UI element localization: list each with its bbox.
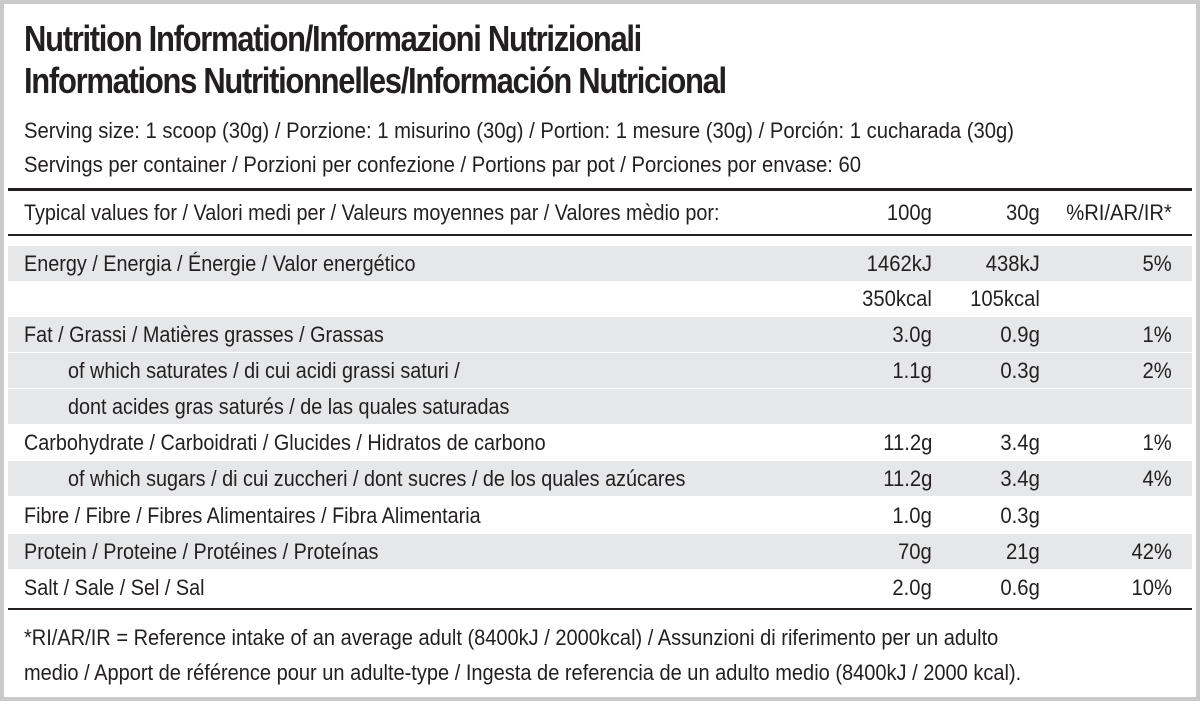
table-row-energy-kcal: [8, 281, 1192, 316]
title-line-2: Informations Nutritionnelles/Información Nutricional: [24, 60, 726, 101]
value-30g: 0.9g: [1000, 322, 1040, 347]
value-100g: 1462kJ: [866, 251, 932, 276]
table-row-fat: [8, 317, 1192, 352]
value-100g: 2.0g: [892, 575, 932, 600]
serving-size: Serving size: 1 scoop (30g) / Porzione: 1 misurino (30g) / Portion: 1 mesure (30g) / Porción: 1 cucharada (30g): [24, 118, 1014, 143]
table-header-rule: [8, 234, 1192, 236]
table-row-protein: [8, 534, 1192, 569]
row-label: Fibre / Fibre / Fibres Alimentaires / Fibra Alimentaria: [24, 503, 481, 528]
header-ri: %RI/AR/IR*: [1066, 200, 1172, 225]
table-row-saturates: [8, 353, 1192, 388]
value-ri: 2%: [1142, 358, 1172, 383]
value-100g: 70g: [898, 539, 932, 564]
value-ri: 1%: [1142, 430, 1172, 455]
value-30g: 3.4g: [1000, 466, 1040, 491]
header-30g: 30g: [1006, 200, 1040, 225]
value-ri: 42%: [1131, 539, 1172, 564]
table-bottom-rule: [8, 608, 1192, 610]
table-row-fibre: [8, 498, 1192, 533]
table-header: [8, 191, 1192, 234]
row-label: Carbohydrate / Carboidrati / Glucides / Hidratos de carbono: [24, 430, 546, 455]
value-ri: 4%: [1142, 466, 1172, 491]
value-100g: 350kcal: [862, 286, 932, 311]
row-label: Energy / Energia / Énergie / Valor energético: [24, 251, 416, 276]
value-100g: 3.0g: [892, 322, 932, 347]
table-row-energy-kj: [8, 246, 1192, 281]
header-100g: 100g: [886, 200, 932, 225]
value-ri: 1%: [1142, 322, 1172, 347]
value-100g: 11.2g: [882, 466, 932, 491]
row-label: of which saturates / di cui acidi grassi saturi /: [68, 358, 460, 383]
title-line-1: Nutrition Information/Informazioni Nutrizionali: [24, 18, 642, 59]
table-row-sugars: [8, 461, 1192, 496]
value-30g: 0.3g: [1000, 358, 1040, 383]
value-100g: 1.1g: [892, 358, 932, 383]
footnote-line-2: medio / Apport de référence pour un adulte-type / Ingesta de referencia de un adulto medio (8400kJ / 2000 kcal).: [24, 660, 1022, 685]
value-100g: 11.2g: [882, 430, 932, 455]
value-ri: 5%: [1142, 251, 1172, 276]
table-row-salt: [8, 570, 1192, 605]
footnote-line-1: *RI/AR/IR = Reference intake of an average adult (8400kJ / 2000kcal) / Assunzioni di riferimento per un adulto: [24, 625, 999, 650]
value-ri: 10%: [1131, 575, 1172, 600]
row-label: Salt / Sale / Sel / Sal: [24, 575, 205, 600]
row-label: Protein / Proteine / Protéines / Proteínas: [24, 539, 379, 564]
row-label: of which sugars / di cui zuccheri / dont sucres / de los quales azúcares: [68, 466, 686, 491]
row-label: dont acides gras saturés / de las quales saturadas: [68, 394, 510, 419]
header-label: Typical values for / Valori medi per / Valeurs moyennes par / Valores mèdio por:: [24, 200, 720, 225]
row-label: Fat / Grassi / Matières grasses / Grassas: [24, 322, 384, 347]
servings-per-container: Servings per container / Porzioni per confezione / Portions par pot / Porciones por envase: 60: [24, 152, 862, 177]
value-30g: 0.3g: [1000, 503, 1040, 528]
value-30g: 0.6g: [1000, 575, 1040, 600]
value-30g: 3.4g: [1000, 430, 1040, 455]
value-30g: 21g: [1006, 539, 1040, 564]
value-30g: 105kcal: [970, 286, 1040, 311]
value-100g: 1.0g: [892, 503, 932, 528]
table-row-saturates-cont: [8, 389, 1192, 424]
value-30g: 438kJ: [985, 251, 1040, 276]
table-row-carbohydrate: [8, 425, 1192, 460]
